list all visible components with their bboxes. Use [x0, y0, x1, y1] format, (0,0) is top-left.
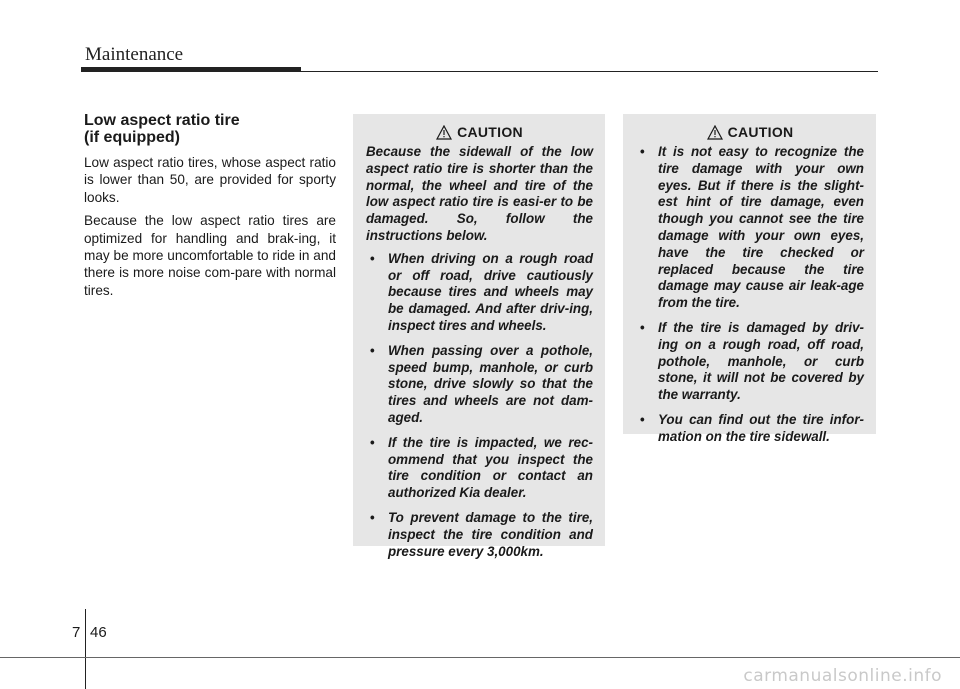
body-paragraph: Low aspect ratio tires, whose aspect ratio is lower than 50, are provided for sporty looks.: [84, 155, 336, 205]
section-heading: [84, 112, 336, 146]
footer-divider: [85, 609, 86, 689]
caution-list: [366, 251, 593, 561]
body-paragraph: Because the low aspect ratio tires are optimized for handling and brak-ing, it may be more uncomfortable to ride in and there is more noise com-pare with normal tires.: [84, 213, 336, 298]
caution-list: [636, 144, 864, 446]
warning-triangle-icon: [436, 125, 452, 140]
left-column: [84, 112, 336, 305]
caution-box: [623, 114, 876, 444]
caution-bullet: • If the tire is damaged by driv-ing on a rough road, off road, pothole, manhole, or curb stone, it will not be covered by the warranty.: [636, 320, 864, 404]
caution-title: CAUTION: [457, 124, 523, 140]
heading-line-2: (if equipped): [84, 129, 180, 146]
caution-bullet: • When driving on a rough road or off road, drive cautiously because tires and wheels may be damaged. And after driv-ing, inspect tires and wheels.: [366, 251, 593, 335]
caution-box: [353, 114, 605, 559]
caution-bullet: • To prevent damage to the tire, inspect the tire condition and pressure every 3,000km.: [366, 510, 593, 560]
page-number: 46: [90, 624, 107, 641]
watermark-link[interactable]: carmanualsonline.info: [743, 666, 942, 686]
caution-bullet: • It is not easy to recognize the tire damage with your own eyes. But if there is the slight-est hint of tire damage, even though you cannot see the tire damage with your own eyes, have the tire checked or replaced because the tire damage may cause air leak-age from the tire.: [636, 144, 864, 312]
header-rule: [301, 71, 878, 72]
warning-triangle-icon: [707, 125, 723, 140]
caution-bullet: • When passing over a pothole, speed bump, manhole, or curb stone, drive slowly so that the tires and wheels are not dam-aged.: [366, 343, 593, 427]
caution-header: [636, 124, 864, 140]
caution-title: CAUTION: [727, 124, 794, 140]
header-bar: [81, 67, 301, 72]
caution-intro: Because the sidewall of the low aspect ratio tire is shorter than the normal, the wheel and tire of the low aspect ratio tire is easi-er to be damaged. So, follow the instructions below.: [366, 144, 593, 243]
heading-line-1: Low aspect ratio tire: [84, 112, 240, 129]
footer-rule: [0, 657, 960, 658]
caution-bullet: • If the tire is impacted, we rec-ommend that you inspect the tire condition or contact an authorized Kia dealer.: [366, 435, 593, 502]
caution-header: [366, 124, 593, 140]
page-section-title: Maintenance: [85, 44, 184, 65]
caution-bullet: • You can find out the tire infor-mation on the tire sidewall.: [636, 412, 864, 446]
chapter-number: 7: [72, 624, 81, 641]
